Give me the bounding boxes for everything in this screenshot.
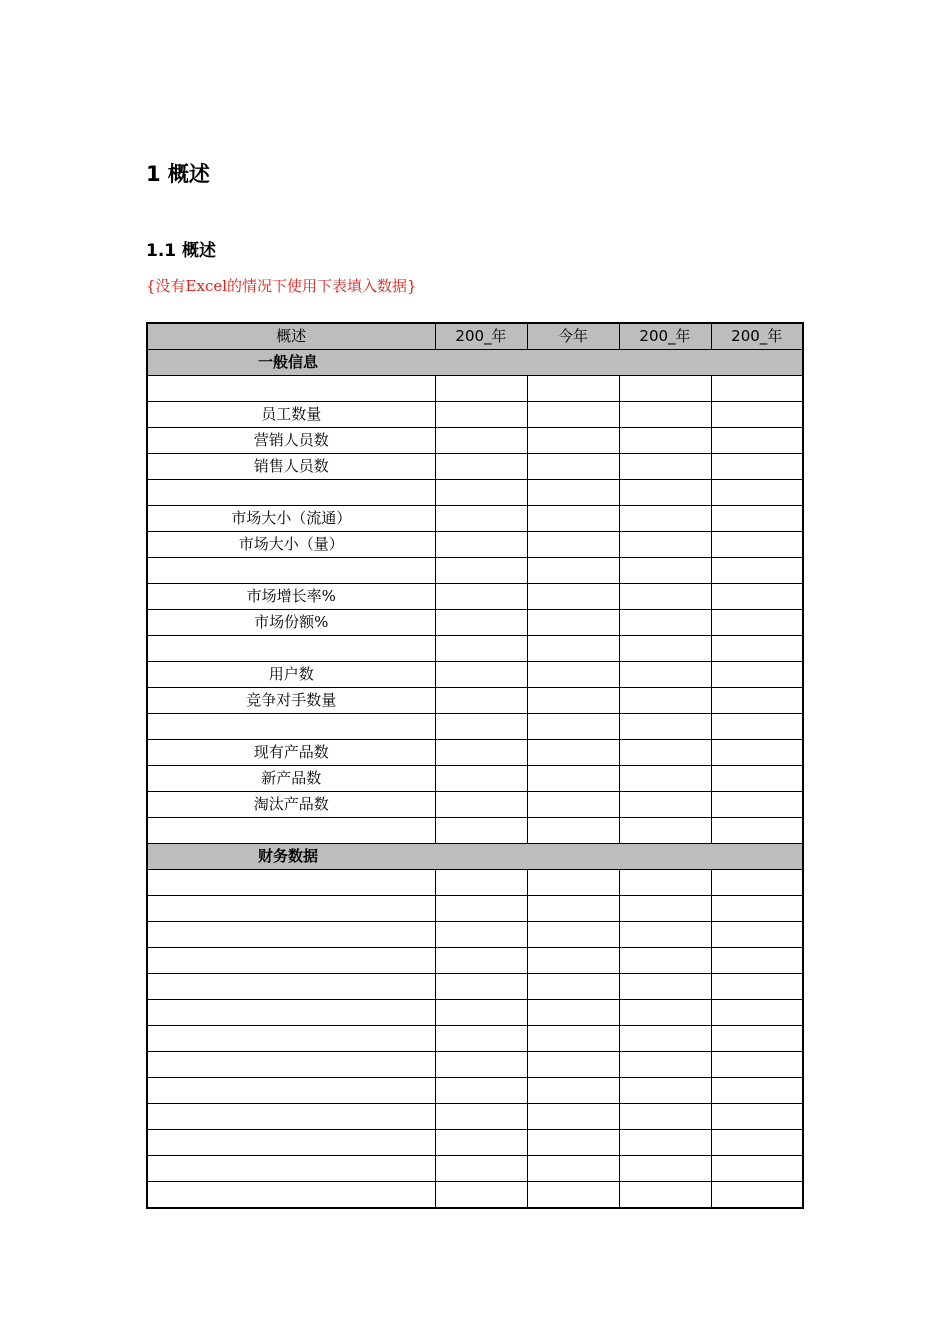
header-cell-year-2: 200_年 <box>619 323 711 350</box>
table-row <box>147 1078 803 1104</box>
value-cell[interactable] <box>619 506 711 532</box>
instruction-note: {没有Excel的情况下使用下表填入数据} <box>146 277 417 295</box>
table-row <box>147 922 803 948</box>
row-label: 员工数量 <box>147 402 435 428</box>
value-cell[interactable] <box>711 376 803 402</box>
row-label <box>147 1104 435 1130</box>
row-label <box>147 1052 435 1078</box>
value-cell[interactable] <box>527 1026 619 1052</box>
value-cell[interactable] <box>711 662 803 688</box>
value-cell[interactable] <box>435 428 527 454</box>
value-cell[interactable] <box>527 740 619 766</box>
value-cell[interactable] <box>527 1130 619 1156</box>
value-cell[interactable] <box>619 1052 711 1078</box>
value-cell[interactable] <box>619 870 711 896</box>
overview-table <box>146 322 804 1209</box>
value-cell[interactable] <box>435 662 527 688</box>
value-cell[interactable] <box>527 1104 619 1130</box>
value-cell[interactable] <box>435 974 527 1000</box>
value-cell[interactable] <box>619 1026 711 1052</box>
value-cell[interactable] <box>619 792 711 818</box>
table-row <box>147 662 803 688</box>
value-cell[interactable] <box>435 376 527 402</box>
table-row <box>147 376 803 402</box>
section-row-general <box>147 350 803 376</box>
value-cell[interactable] <box>435 896 527 922</box>
row-label: 淘汰产品数 <box>147 792 435 818</box>
value-cell[interactable] <box>619 922 711 948</box>
value-cell[interactable] <box>619 1078 711 1104</box>
row-label <box>147 636 435 662</box>
value-cell[interactable] <box>435 922 527 948</box>
table-row <box>147 1182 803 1209</box>
value-cell[interactable] <box>619 1182 711 1209</box>
value-cell[interactable] <box>711 454 803 480</box>
value-cell[interactable] <box>527 714 619 740</box>
row-label <box>147 480 435 506</box>
value-cell[interactable] <box>711 636 803 662</box>
value-cell[interactable] <box>435 584 527 610</box>
value-cell[interactable] <box>527 1182 619 1209</box>
value-cell[interactable] <box>435 1182 527 1209</box>
value-cell[interactable] <box>711 1000 803 1026</box>
row-label <box>147 948 435 974</box>
value-cell[interactable] <box>435 532 527 558</box>
value-cell[interactable] <box>527 1052 619 1078</box>
value-cell[interactable] <box>435 1104 527 1130</box>
value-cell[interactable] <box>619 558 711 584</box>
value-cell[interactable] <box>711 714 803 740</box>
table-row <box>147 714 803 740</box>
value-cell[interactable] <box>711 688 803 714</box>
table-row <box>147 740 803 766</box>
value-cell[interactable] <box>711 506 803 532</box>
value-cell[interactable] <box>711 870 803 896</box>
value-cell[interactable] <box>619 662 711 688</box>
value-cell[interactable] <box>435 1052 527 1078</box>
table-row <box>147 480 803 506</box>
value-cell[interactable] <box>527 1156 619 1182</box>
value-cell[interactable] <box>711 428 803 454</box>
value-cell[interactable] <box>435 480 527 506</box>
row-label: 销售人员数 <box>147 454 435 480</box>
table-row <box>147 948 803 974</box>
value-cell[interactable] <box>711 532 803 558</box>
value-cell[interactable] <box>711 766 803 792</box>
value-cell[interactable] <box>619 480 711 506</box>
value-cell[interactable] <box>527 402 619 428</box>
value-cell[interactable] <box>619 1104 711 1130</box>
value-cell[interactable] <box>435 1156 527 1182</box>
row-label: 市场增长率% <box>147 584 435 610</box>
value-cell[interactable] <box>619 740 711 766</box>
section-row-finance <box>147 844 803 870</box>
value-cell[interactable] <box>435 454 527 480</box>
value-cell[interactable] <box>435 818 527 844</box>
value-cell[interactable] <box>711 1078 803 1104</box>
table-row <box>147 454 803 480</box>
table-row <box>147 1104 803 1130</box>
heading-1-1: 1.1 概述 <box>146 241 217 261</box>
value-cell[interactable] <box>711 1182 803 1209</box>
value-cell[interactable] <box>711 1104 803 1130</box>
value-cell[interactable] <box>619 402 711 428</box>
table-header-row <box>147 323 803 350</box>
row-label <box>147 558 435 584</box>
value-cell[interactable] <box>619 454 711 480</box>
value-cell[interactable] <box>711 974 803 1000</box>
value-cell[interactable] <box>527 792 619 818</box>
table-row <box>147 896 803 922</box>
value-cell[interactable] <box>711 948 803 974</box>
table-row <box>147 402 803 428</box>
row-label <box>147 1182 435 1209</box>
section-label-finance: 财务数据 <box>147 844 803 870</box>
value-cell[interactable] <box>527 610 619 636</box>
value-cell[interactable] <box>435 766 527 792</box>
heading-1: 1 概述 <box>146 162 210 186</box>
value-cell[interactable] <box>435 1078 527 1104</box>
value-cell[interactable] <box>527 558 619 584</box>
table-row <box>147 1130 803 1156</box>
value-cell[interactable] <box>527 896 619 922</box>
value-cell[interactable] <box>527 428 619 454</box>
table-row <box>147 506 803 532</box>
value-cell[interactable] <box>435 1000 527 1026</box>
value-cell[interactable] <box>619 1156 711 1182</box>
value-cell[interactable] <box>619 974 711 1000</box>
value-cell[interactable] <box>619 818 711 844</box>
header-cell-overview: 概述 <box>147 323 435 350</box>
table-row <box>147 428 803 454</box>
header-cell-year-1: 200_年 <box>435 323 527 350</box>
row-label <box>147 922 435 948</box>
row-label <box>147 1000 435 1026</box>
value-cell[interactable] <box>527 688 619 714</box>
value-cell[interactable] <box>435 870 527 896</box>
row-label: 用户数 <box>147 662 435 688</box>
table-row <box>147 1026 803 1052</box>
table-row <box>147 1000 803 1026</box>
row-label <box>147 376 435 402</box>
value-cell[interactable] <box>435 740 527 766</box>
row-label <box>147 1130 435 1156</box>
value-cell[interactable] <box>619 688 711 714</box>
row-label <box>147 1078 435 1104</box>
row-label: 竞争对手数量 <box>147 688 435 714</box>
value-cell[interactable] <box>527 974 619 1000</box>
value-cell[interactable] <box>435 1026 527 1052</box>
value-cell[interactable] <box>619 766 711 792</box>
table-row <box>147 870 803 896</box>
value-cell[interactable] <box>711 610 803 636</box>
row-label: 市场大小（量） <box>147 532 435 558</box>
value-cell[interactable] <box>435 688 527 714</box>
value-cell[interactable] <box>527 766 619 792</box>
value-cell[interactable] <box>527 376 619 402</box>
value-cell[interactable] <box>711 740 803 766</box>
table-row <box>147 688 803 714</box>
row-label <box>147 1026 435 1052</box>
value-cell[interactable] <box>435 714 527 740</box>
value-cell[interactable] <box>527 584 619 610</box>
row-label: 市场大小（流通） <box>147 506 435 532</box>
value-cell[interactable] <box>619 636 711 662</box>
header-cell-this-year: 今年 <box>527 323 619 350</box>
row-label: 新产品数 <box>147 766 435 792</box>
value-cell[interactable] <box>711 480 803 506</box>
value-cell[interactable] <box>711 1130 803 1156</box>
value-cell[interactable] <box>527 532 619 558</box>
table-row <box>147 1052 803 1078</box>
value-cell[interactable] <box>711 402 803 428</box>
value-cell[interactable] <box>711 584 803 610</box>
value-cell[interactable] <box>527 870 619 896</box>
table-row <box>147 532 803 558</box>
row-label <box>147 714 435 740</box>
value-cell[interactable] <box>435 506 527 532</box>
value-cell[interactable] <box>527 922 619 948</box>
value-cell[interactable] <box>435 402 527 428</box>
table-row <box>147 1156 803 1182</box>
value-cell[interactable] <box>527 636 619 662</box>
value-cell[interactable] <box>527 818 619 844</box>
value-cell[interactable] <box>435 610 527 636</box>
value-cell[interactable] <box>527 1000 619 1026</box>
value-cell[interactable] <box>711 1026 803 1052</box>
value-cell[interactable] <box>711 818 803 844</box>
value-cell[interactable] <box>619 428 711 454</box>
table-row <box>147 792 803 818</box>
row-label <box>147 870 435 896</box>
value-cell[interactable] <box>527 454 619 480</box>
value-cell[interactable] <box>435 792 527 818</box>
value-cell[interactable] <box>711 792 803 818</box>
table-row <box>147 558 803 584</box>
value-cell[interactable] <box>527 662 619 688</box>
value-cell[interactable] <box>527 1078 619 1104</box>
value-cell[interactable] <box>435 948 527 974</box>
value-cell[interactable] <box>711 558 803 584</box>
section-label-general: 一般信息 <box>147 350 803 376</box>
value-cell[interactable] <box>619 714 711 740</box>
table-row <box>147 766 803 792</box>
row-label: 现有产品数 <box>147 740 435 766</box>
row-label: 营销人员数 <box>147 428 435 454</box>
table-row <box>147 610 803 636</box>
value-cell[interactable] <box>619 948 711 974</box>
row-label <box>147 818 435 844</box>
value-cell[interactable] <box>619 532 711 558</box>
value-cell[interactable] <box>435 636 527 662</box>
row-label: 市场份额% <box>147 610 435 636</box>
value-cell[interactable] <box>619 610 711 636</box>
value-cell[interactable] <box>619 1130 711 1156</box>
table-row <box>147 584 803 610</box>
value-cell[interactable] <box>711 1052 803 1078</box>
value-cell[interactable] <box>527 506 619 532</box>
value-cell[interactable] <box>435 1130 527 1156</box>
value-cell[interactable] <box>527 480 619 506</box>
row-label <box>147 974 435 1000</box>
table-row <box>147 974 803 1000</box>
value-cell[interactable] <box>711 922 803 948</box>
row-label <box>147 896 435 922</box>
value-cell[interactable] <box>435 558 527 584</box>
table-row <box>147 636 803 662</box>
value-cell[interactable] <box>711 896 803 922</box>
table-row <box>147 818 803 844</box>
value-cell[interactable] <box>619 896 711 922</box>
value-cell[interactable] <box>711 1156 803 1182</box>
row-label <box>147 1156 435 1182</box>
header-cell-year-3: 200_年 <box>711 323 803 350</box>
value-cell[interactable] <box>619 1000 711 1026</box>
value-cell[interactable] <box>619 376 711 402</box>
value-cell[interactable] <box>527 948 619 974</box>
value-cell[interactable] <box>619 584 711 610</box>
